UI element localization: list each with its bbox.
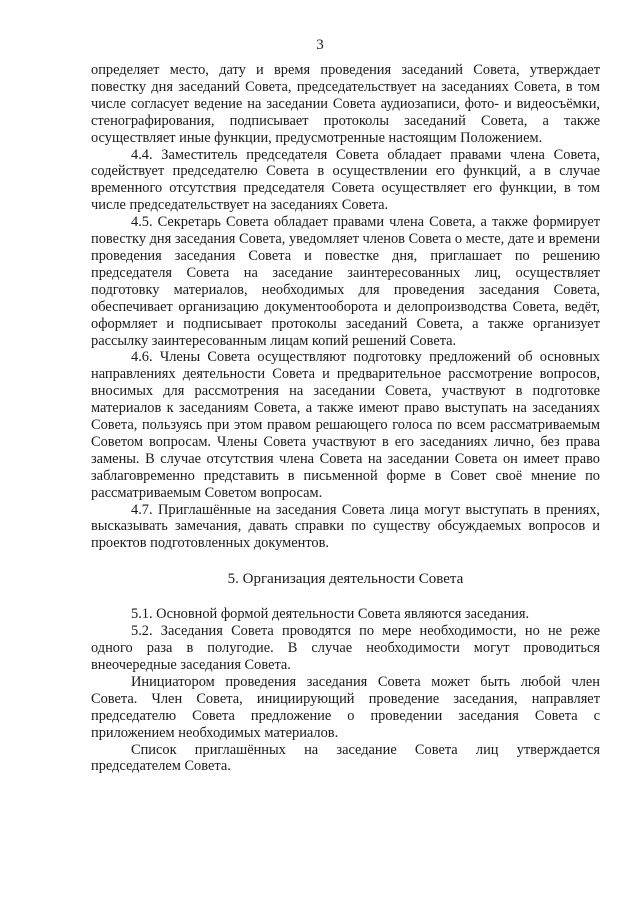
paragraph-4-5: 4.5. Секретарь Совета обладает правами члена Совета, а также формирует повестку дня заседания Совета, уведомляет членов Совета о месте, дате и времени проведения заседания Совета и повестке дня, приглашает по решению председателя Совета на заседание заинтересованных лиц, осуществляет подготовку материалов, необходимых для проведения заседания Совета, обеспечивает организацию документооборота и делопроизводства Совета, ведёт, оформляет и подписывает протоколы заседаний Совета, а также организует рассылку заинтересованным лицам копий решений Совета. <box>91 214 600 349</box>
page-number: 3 <box>316 37 324 53</box>
paragraph-continuation: определяет место, дату и время проведения заседаний Совета, утверждает повестку дня заседаний Совета, председательствует на заседаниях Совета, в том числе согласует ведение на заседании Совета аудиозаписи, фото- и видеосъёмки, стенографирования, подписывает протоколы заседаний Совета, а также осуществляет иные функции, предусмотренные настоящим Положением. <box>91 62 600 146</box>
paragraph-4-7: 4.7. Приглашённые на заседания Совета лица могут выступать в прениях, высказывать замечания, давать справки по существу обсуждаемых вопросов и проектов подготовленных документов. <box>91 501 600 552</box>
paragraph-5-1: 5.1. Основной формой деятельности Совета являются заседания. <box>131 606 530 623</box>
paragraph-initiator: Инициатором проведения заседания Совета может быть любой член Совета. Член Совета, инициирующий проведение заседания, направляет председателю Совета предложение о проведении заседания Совета с приложением необходимых материалов. <box>91 673 600 741</box>
section-heading: 5. Организация деятельности Совета <box>227 571 464 588</box>
paragraph-5-2: 5.2. Заседания Совета проводятся по мере необходимости, но не реже одного раза в полугодие. В случае необходимости могут проводиться внеочередные заседания Совета. <box>91 623 600 673</box>
paragraph-invitees: Список приглашённых на заседание Совета лиц утверждается председателем Совета. <box>91 741 600 775</box>
paragraph-4-4: 4.4. Заместитель председателя Совета обладает правами члена Совета, содействует председателю Совета в осуществлении его функций, а в случае временного отсутствия председателя Совета осуществляет его функции, в том числе председательствует на заседаниях Совета. <box>91 146 600 214</box>
document-body <box>91 62 600 775</box>
paragraph-4-6: 4.6. Члены Совета осуществляют подготовку предложений об основных направлениях деятельности Совета и предварительное рассмотрение вопросов, вносимых для рассмотрения на заседании Совета, участвуют в подготовке материалов к заседаниям Совета, а также имеют право выступать на заседаниях Совета, пользуясь при этом правом решающего голоса по всем рассматриваемым Советом вопросам. Члены Совета участвуют в его заседаниях лично, без права замены. В случае отсутствия члена Совета на заседании Совета он имеет право заблаговременно представить в письменной форме в Совет своё мнение по рассматриваемым Советом вопросам. <box>91 349 600 501</box>
